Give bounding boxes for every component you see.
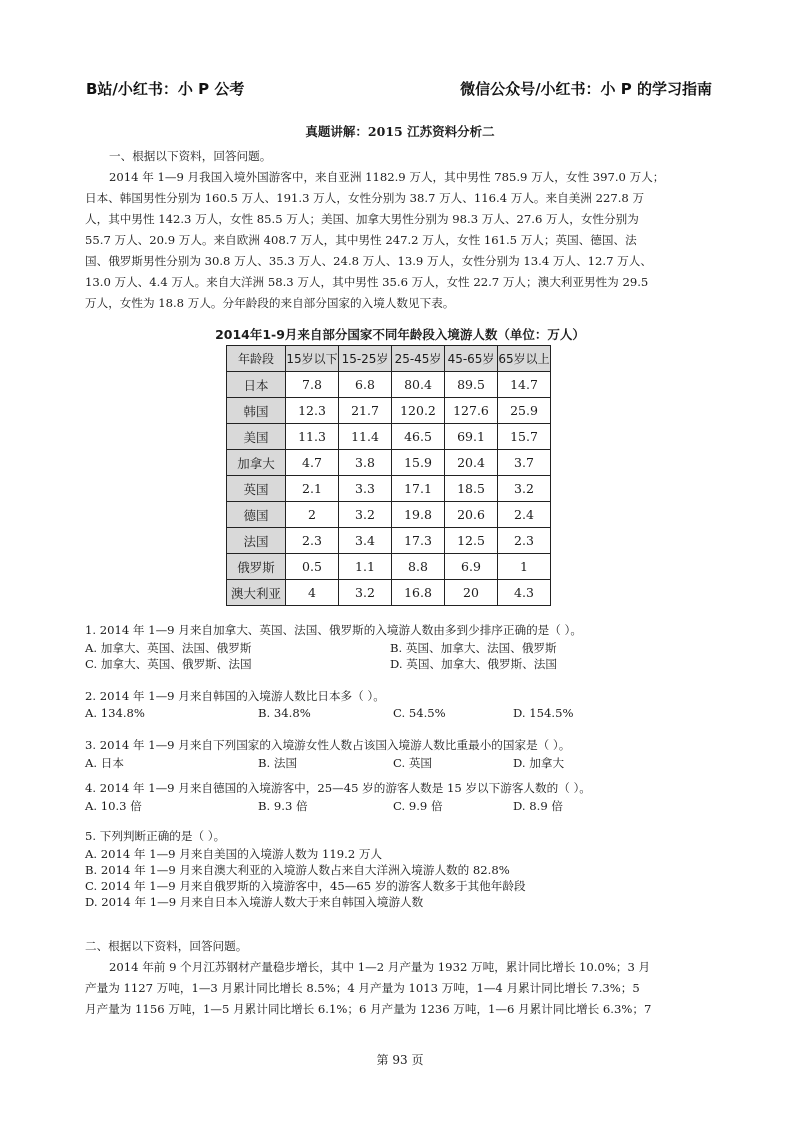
value-cell: 4.3 xyxy=(498,580,551,606)
value-cell: 3.2 xyxy=(339,502,392,528)
country-cell: 加拿大 xyxy=(227,450,286,476)
option-d: D. 8.9 倍 xyxy=(513,799,563,813)
value-cell: 12.3 xyxy=(286,398,339,424)
header-right: 微信公众号/小红书：小 P 的学习指南 xyxy=(460,80,712,98)
value-cell: 2.3 xyxy=(286,528,339,554)
value-cell: 11.3 xyxy=(286,424,339,450)
section1-line: 万人，女性为 18.8 万人。分年龄段的来自部分国家的入境人数见下表。 xyxy=(85,296,455,310)
section2-line: 产量为 1127 万吨，1—3 月累计同比增长 8.5%；4 月产量为 1013 万吨，1—4 月累计同比增长 7.3%；5 xyxy=(85,981,640,995)
value-cell: 15.9 xyxy=(392,450,445,476)
value-cell: 17.3 xyxy=(392,528,445,554)
section2 xyxy=(85,936,725,1020)
section1-line: 2014 年 1—9 月我国入境外国游客中，来自亚洲 1182.9 万人，其中男性 785.9 万人，女性 397.0 万人； xyxy=(109,170,665,184)
option-d: D. 154.5% xyxy=(513,706,574,720)
table-header-row xyxy=(227,346,551,372)
option-a: A. 加拿大、英国、法国、俄罗斯 xyxy=(85,641,252,655)
table-row xyxy=(227,580,551,606)
option-c: C. 2014 年 1—9 月来自俄罗斯的入境游客中，45—65 岁的游客人数多于其他年龄段 xyxy=(85,879,526,893)
value-cell: 20.4 xyxy=(445,450,498,476)
option-c: C. 9.9 倍 xyxy=(393,799,443,813)
value-cell: 127.6 xyxy=(445,398,498,424)
value-cell: 3.8 xyxy=(339,450,392,476)
section2-line: 月产量为 1156 万吨，1—5 月累计同比增长 6.1%；6 月产量为 1236 万吨，1—6 月累计同比增长 6.3%；7 xyxy=(85,1002,652,1016)
country-cell: 澳大利亚 xyxy=(227,580,286,606)
table-header-cell: 15-25岁 xyxy=(339,346,392,372)
option-b: B. 法国 xyxy=(258,756,298,770)
option-c: C. 英国 xyxy=(393,756,433,770)
option-d: D. 加拿大 xyxy=(513,756,565,770)
country-cell: 英国 xyxy=(227,476,286,502)
question-options xyxy=(85,640,690,672)
value-cell: 89.5 xyxy=(445,372,498,398)
country-cell: 德国 xyxy=(227,502,286,528)
value-cell: 3.7 xyxy=(498,450,551,476)
value-cell: 3.4 xyxy=(339,528,392,554)
value-cell: 2.3 xyxy=(498,528,551,554)
value-cell: 2.4 xyxy=(498,502,551,528)
question-options xyxy=(85,706,573,722)
question-options xyxy=(85,846,526,910)
section1-line: 55.7 万人、20.9 万人。来自欧洲 408.7 万人，其中男性 247.2 万人，女性 161.5 万人；英国、德国、法 xyxy=(85,233,637,247)
question-4 xyxy=(85,780,591,814)
question-stem: 4. 2014 年 1—9 月来自德国的入境游客中，25—45 岁的游客人数是 15 岁以下游客人数的（ ）。 xyxy=(85,781,591,795)
table-row xyxy=(227,554,551,580)
value-cell: 2.1 xyxy=(286,476,339,502)
age-table xyxy=(226,345,551,606)
table-header-cell: 45-65岁 xyxy=(445,346,498,372)
page-title: 真题讲解：2015 江苏资料分析二 xyxy=(305,124,495,139)
value-cell: 80.4 xyxy=(392,372,445,398)
value-cell: 21.7 xyxy=(339,398,392,424)
option-b: B. 34.8% xyxy=(258,706,311,720)
value-cell: 46.5 xyxy=(392,424,445,450)
question-stem: 5. 下列判断正确的是（ ）。 xyxy=(85,829,226,843)
value-cell: 3.2 xyxy=(498,476,551,502)
option-d: D. 2014 年 1—9 月来自日本入境游人数大于来自韩国入境游人数 xyxy=(85,895,424,909)
question-1 xyxy=(85,622,690,672)
question-options xyxy=(85,798,591,814)
table-header-cell: 15岁以下 xyxy=(286,346,339,372)
question-stem: 1. 2014 年 1—9 月来自加拿大、英国、法国、俄罗斯的入境游人数由多到少排序正确的是（ ）。 xyxy=(85,623,582,637)
value-cell: 4 xyxy=(286,580,339,606)
value-cell: 20 xyxy=(445,580,498,606)
section2-line: 2014 年前 9 个月江苏钢材产量稳步增长，其中 1—2 月产量为 1932 万吨，累计同比增长 10.0%；3 月 xyxy=(109,960,651,974)
section1-line: 日本、韩国男性分别为 160.5 万人、191.3 万人，女性分别为 38.7 万人、116.4 万人。来自美洲 227.8 万 xyxy=(85,191,645,205)
value-cell: 11.4 xyxy=(339,424,392,450)
table-row xyxy=(227,476,551,502)
section1-line: 13.0 万人、4.4 万人。来自大洋洲 58.3 万人，其中男性 35.6 万人，女性 22.7 万人；澳大利亚男性为 29.5 xyxy=(85,275,649,289)
value-cell: 25.9 xyxy=(498,398,551,424)
value-cell: 20.6 xyxy=(445,502,498,528)
value-cell: 69.1 xyxy=(445,424,498,450)
value-cell: 4.7 xyxy=(286,450,339,476)
table-row xyxy=(227,424,551,450)
value-cell: 6.8 xyxy=(339,372,392,398)
option-b: B. 2014 年 1—9 月来自澳大利亚的入境游人数占来自大洋洲入境游人数的 82.8% xyxy=(85,863,510,877)
option-b: B. 英国、加拿大、法国、俄罗斯 xyxy=(390,641,557,655)
value-cell: 7.8 xyxy=(286,372,339,398)
section1-line: 国、俄罗斯男性分别为 30.8 万人、35.3 万人、24.8 万人、13.9 万人，女性分别为 13.4 万人、12.7 万人、 xyxy=(85,254,652,268)
value-cell: 15.7 xyxy=(498,424,551,450)
question-options xyxy=(85,755,570,771)
value-cell: 0.5 xyxy=(286,554,339,580)
value-cell: 12.5 xyxy=(445,528,498,554)
header-left: B站/小红书：小 P 公考 xyxy=(86,80,245,98)
option-a: A. 日本 xyxy=(85,756,124,770)
value-cell: 2 xyxy=(286,502,339,528)
table-row xyxy=(227,372,551,398)
question-stem: 2. 2014 年 1—9 月来自韩国的入境游人数比日本多（ ）。 xyxy=(85,689,385,703)
country-cell: 俄罗斯 xyxy=(227,554,286,580)
value-cell: 1.1 xyxy=(339,554,392,580)
country-cell: 美国 xyxy=(227,424,286,450)
value-cell: 120.2 xyxy=(392,398,445,424)
option-b: B. 9.3 倍 xyxy=(258,799,308,813)
section1 xyxy=(85,146,725,314)
option-c: C. 54.5% xyxy=(393,706,446,720)
option-a: A. 10.3 倍 xyxy=(85,799,142,813)
table-row xyxy=(227,502,551,528)
value-cell: 8.8 xyxy=(392,554,445,580)
value-cell: 6.9 xyxy=(445,554,498,580)
question-5 xyxy=(85,828,526,910)
table-row xyxy=(227,528,551,554)
value-cell: 18.5 xyxy=(445,476,498,502)
value-cell: 1 xyxy=(498,554,551,580)
option-a: A. 134.8% xyxy=(85,706,145,720)
section1-line: 人，其中男性 142.3 万人，女性 85.5 万人；美国、加拿大男性分别为 98.3 万人、27.6 万人，女性分别为 xyxy=(85,212,639,226)
table-row xyxy=(227,398,551,424)
value-cell: 3.2 xyxy=(339,580,392,606)
value-cell: 14.7 xyxy=(498,372,551,398)
value-cell: 16.8 xyxy=(392,580,445,606)
value-cell: 3.3 xyxy=(339,476,392,502)
section2-heading: 二、根据以下资料，回答问题。 xyxy=(85,939,248,953)
page-number: 第 93 页 xyxy=(376,1053,424,1067)
option-a: A. 2014 年 1—9 月来自美国的入境游人数为 119.2 万人 xyxy=(85,847,383,861)
country-cell: 韩国 xyxy=(227,398,286,424)
section1-heading: 一、根据以下资料，回答问题。 xyxy=(109,149,272,163)
table-header-cell: 25-45岁 xyxy=(392,346,445,372)
table-header-cell: 年龄段 xyxy=(227,346,286,372)
value-cell: 17.1 xyxy=(392,476,445,502)
question-3 xyxy=(85,737,570,771)
country-cell: 法国 xyxy=(227,528,286,554)
option-c: C. 加拿大、英国、俄罗斯、法国 xyxy=(85,657,252,671)
table-caption: 2014年1-9月来自部分国家不同年龄段入境游人数（单位：万人） xyxy=(215,327,585,342)
table-header-cell: 65岁以上 xyxy=(498,346,551,372)
question-stem: 3. 2014 年 1—9 月来自下列国家的入境游女性人数占该国入境游人数比重最小的国家是（ ）。 xyxy=(85,738,571,752)
table-row xyxy=(227,450,551,476)
question-2 xyxy=(85,688,573,722)
option-d: D. 英国、加拿大、俄罗斯、法国 xyxy=(390,657,557,671)
value-cell: 19.8 xyxy=(392,502,445,528)
country-cell: 日本 xyxy=(227,372,286,398)
